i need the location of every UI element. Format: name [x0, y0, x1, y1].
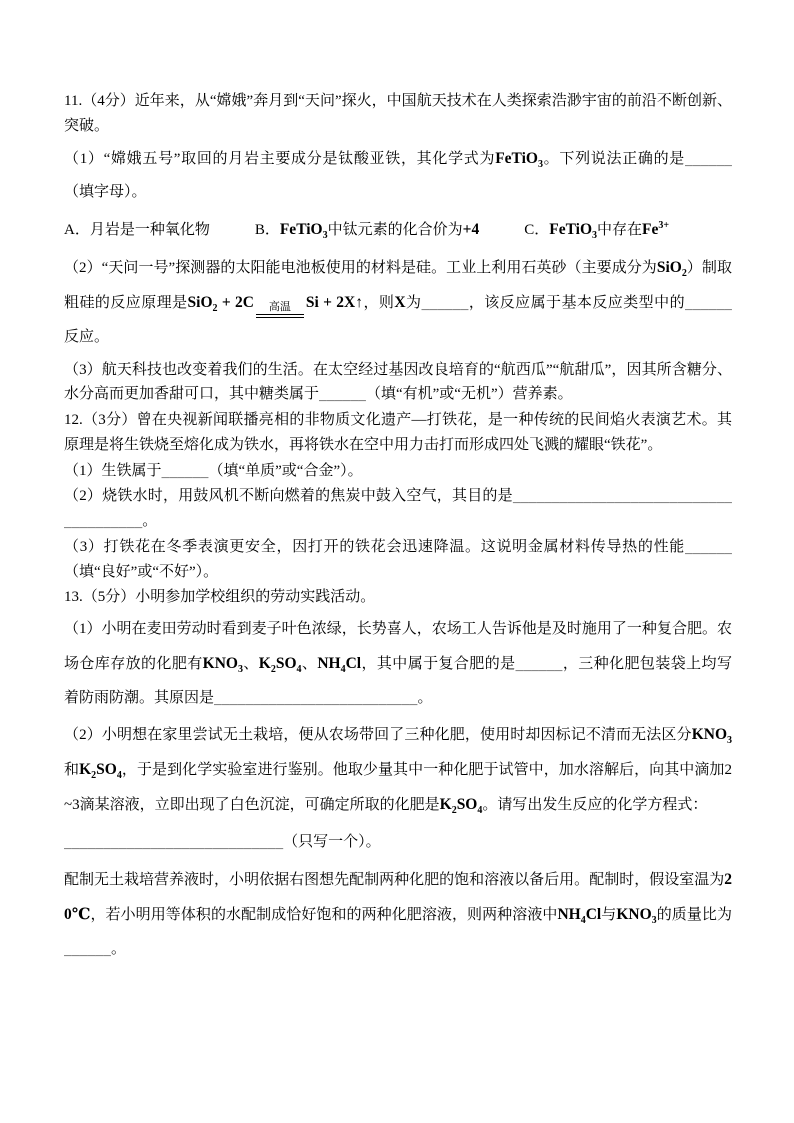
text-run: （只写一个）。	[283, 834, 381, 850]
text-run: （3）航天科技也改变着我们的生活。在太空经过基因改良培育的“航西瓜”“航甜瓜”，因其所含糖分、水分高而更加香甜可口，其中糖类属于	[64, 361, 732, 403]
chemical-formula: FeTiO	[549, 221, 593, 239]
text-run: 。	[417, 689, 433, 706]
formula-subscript: 3	[651, 914, 657, 926]
text-run: ，于是到化学实验室进行鉴别。他取少量其中一种化肥于试管中，加水溶解后，向其中滴加2~3滴某溶液，立即出现了白色沉淀，可确定所取的化肥是	[64, 762, 732, 814]
formula-subscript: 4	[477, 805, 483, 817]
text-run: 。请写出发生反应的化学方程式：	[482, 797, 708, 814]
chemical-formula: SiO	[187, 293, 213, 311]
paragraph-q13-2-solution	[64, 863, 732, 967]
chemical-formula: Cl	[585, 905, 602, 923]
document-body	[64, 89, 732, 966]
answer-blank: ______	[319, 387, 366, 403]
chemical-formula: +4	[462, 221, 480, 239]
chemical-formula: SiO	[656, 259, 682, 276]
text-run: 。	[110, 940, 126, 957]
text-run: ）制取粗硅的反应原理是	[64, 260, 732, 311]
chemical-formula: KNO	[616, 905, 652, 923]
text-run: 、	[301, 655, 318, 672]
formula-subscript: 3	[592, 230, 598, 242]
text-run: （填字母）。	[64, 184, 147, 201]
paragraph-q13-intro	[64, 585, 732, 610]
paragraph-q13-2	[64, 718, 732, 823]
answer-blank: ______	[685, 295, 732, 311]
text-run: 12.（3分）曾在央视新闻联播亮相的非物质文化遗产—打铁花，是一种传统的民间焰火表演艺术。其原理是将生铁烧至熔化成为铁水，再将铁水在空中用力击打而形成四处飞溅的耀眼“铁花”。	[64, 412, 732, 453]
answer-blank: ______	[421, 295, 469, 311]
equation-equals-line	[256, 314, 304, 318]
text-run: 。	[142, 513, 158, 529]
reaction-condition-label: 高温	[268, 300, 291, 313]
formula-subscript: 2	[451, 805, 457, 817]
formula-subscript: 2	[270, 663, 276, 675]
paragraph-q13-2-equation-blank	[64, 826, 732, 860]
answer-blank: ______	[685, 151, 732, 167]
text-run: ，三种化肥包装袋上均写着防雨防潮。其原因是	[64, 655, 732, 706]
text-run: （1）小明在麦田劳动时看到麦子叶色浓绿，长势喜人，农场工人告诉他是及时施用了一种复合肥。农场仓库存放的化肥有	[64, 621, 732, 672]
text-run: 与	[601, 906, 617, 923]
text-run: ，其中属于复合肥的是	[361, 655, 516, 672]
text-run: （2）“天问一号”探测器的太阳能电池板使用的材料是硅。工业上利用石英砂（主要成分为	[64, 260, 657, 276]
text-run: （填“有机”或“无机”）营养素。	[365, 386, 573, 403]
chemical-formula: + 2C	[217, 293, 254, 311]
chemical-formula: FeTiO	[279, 221, 323, 239]
text-run: ，该反应属于基本反应类型中的	[468, 294, 686, 311]
text-run: 配制无土栽培营养液时，小明依据右图想先配制两种化肥的饱和溶液以备后用。配制时，假设室温为	[64, 871, 725, 888]
text-run: （填“单质”或“合金”）。	[208, 462, 363, 479]
chemical-formula: K	[439, 796, 452, 814]
reaction-condition	[256, 301, 304, 318]
paragraph-q11-3	[64, 358, 732, 408]
chemical-formula: KNO	[691, 726, 727, 744]
formula-superscript: 3+	[658, 220, 670, 232]
paragraph-q12-intro	[64, 408, 732, 458]
chemical-formula: Fe	[642, 221, 659, 239]
formula-subscript: 4	[296, 663, 302, 675]
text-run: （3）打铁花在冬季表演更安全，因打开的铁花会迅速降温。这说明金属材料传导热的性能	[64, 538, 686, 555]
text-run: 的质量比为	[656, 906, 732, 923]
text-run: （2）烧铁水时，用鼓风机不断向燃着的焦炭中鼓入空气，其目的是	[64, 488, 513, 505]
text-run: （1）生铁属于	[64, 462, 162, 479]
chemical-formula: Cl	[345, 654, 362, 672]
text-run: 反应。	[64, 328, 110, 345]
paragraph-q12-1	[64, 459, 732, 484]
text-run: ，若小明用等体积的水配制成恰好饱和的两种化肥溶液，则两种溶液中	[90, 906, 558, 923]
text-run: 为	[405, 294, 422, 311]
chemical-formula: FeTiO	[495, 149, 538, 167]
text-run: 、	[242, 655, 259, 672]
text-run: （2）小明想在家里尝试无土栽培，便从农场带回了三种化肥，使用时却因标记不清而无法区分	[64, 727, 692, 744]
answer-blank: ______	[515, 656, 563, 672]
paragraph-q11-intro	[64, 89, 732, 139]
chemical-formula: SO	[456, 796, 478, 814]
answer-blank: ______	[64, 941, 111, 957]
paragraph-q12-2	[64, 484, 732, 534]
formula-subscript: 3	[237, 663, 243, 675]
text-run: 。下列说法正确的是	[542, 150, 686, 167]
chemical-formula: X	[394, 293, 406, 311]
answer-blank: ______	[161, 463, 209, 479]
formula-subscript: 3	[537, 158, 543, 170]
formula-subscript: 2	[91, 770, 97, 782]
text-run: 中钛元素的化合价为	[327, 222, 463, 239]
formula-subscript: 4	[580, 914, 586, 926]
chemical-formula: KNO	[202, 654, 238, 672]
text-run: （1）“嫦娥五号”取回的月岩主要成分是钛酸亚铁，其化学式为	[64, 150, 496, 167]
text-run: （填“良好”或“不好”）。	[64, 563, 219, 580]
answer-blank: __________________________	[214, 690, 418, 706]
formula-subscript: 2	[681, 268, 687, 279]
chemical-formula: K	[258, 654, 271, 672]
chemical-formula: Si + 2X↑	[305, 293, 364, 311]
formula-subscript: 3	[322, 230, 328, 242]
answer-blank: ______________________________________	[64, 489, 732, 529]
chemical-formula: NH	[317, 654, 341, 672]
formula-subscript: 4	[116, 770, 122, 782]
chemical-formula: K	[79, 761, 92, 779]
text-run: ，则	[363, 294, 395, 311]
chemical-formula: SO	[96, 761, 117, 779]
paragraph-q11-2	[64, 251, 732, 355]
text-run: 11.（4分）近年来，从“嫦娥”奔月到“天问”探火，中国航天技术在人类探索浩渺宇宙的前沿不断创新、突破。	[64, 93, 732, 134]
text-run: 13.（5分）小明参加学校组织的劳动实践活动。	[64, 589, 376, 606]
formula-subscript: 2	[212, 302, 218, 314]
chemical-formula: 20℃	[64, 870, 732, 923]
formula-subscript: 4	[340, 663, 346, 675]
chemical-formula: NH	[557, 905, 581, 923]
paragraph-q12-3	[64, 535, 732, 585]
formula-subscript: 3	[727, 735, 732, 747]
answer-blank: ______	[685, 539, 732, 555]
paragraph-q13-1	[64, 613, 732, 715]
text-run: 和	[64, 762, 80, 779]
text-run: A．月岩是一种氧化物 B．	[64, 222, 280, 239]
chemical-formula: SO	[275, 654, 297, 672]
text-run: 中存在	[597, 222, 643, 239]
text-run: C．	[479, 222, 550, 239]
answer-blank: ____________________________	[64, 835, 284, 850]
paragraph-q11-1-options	[64, 213, 732, 248]
paragraph-q11-1	[64, 142, 732, 211]
